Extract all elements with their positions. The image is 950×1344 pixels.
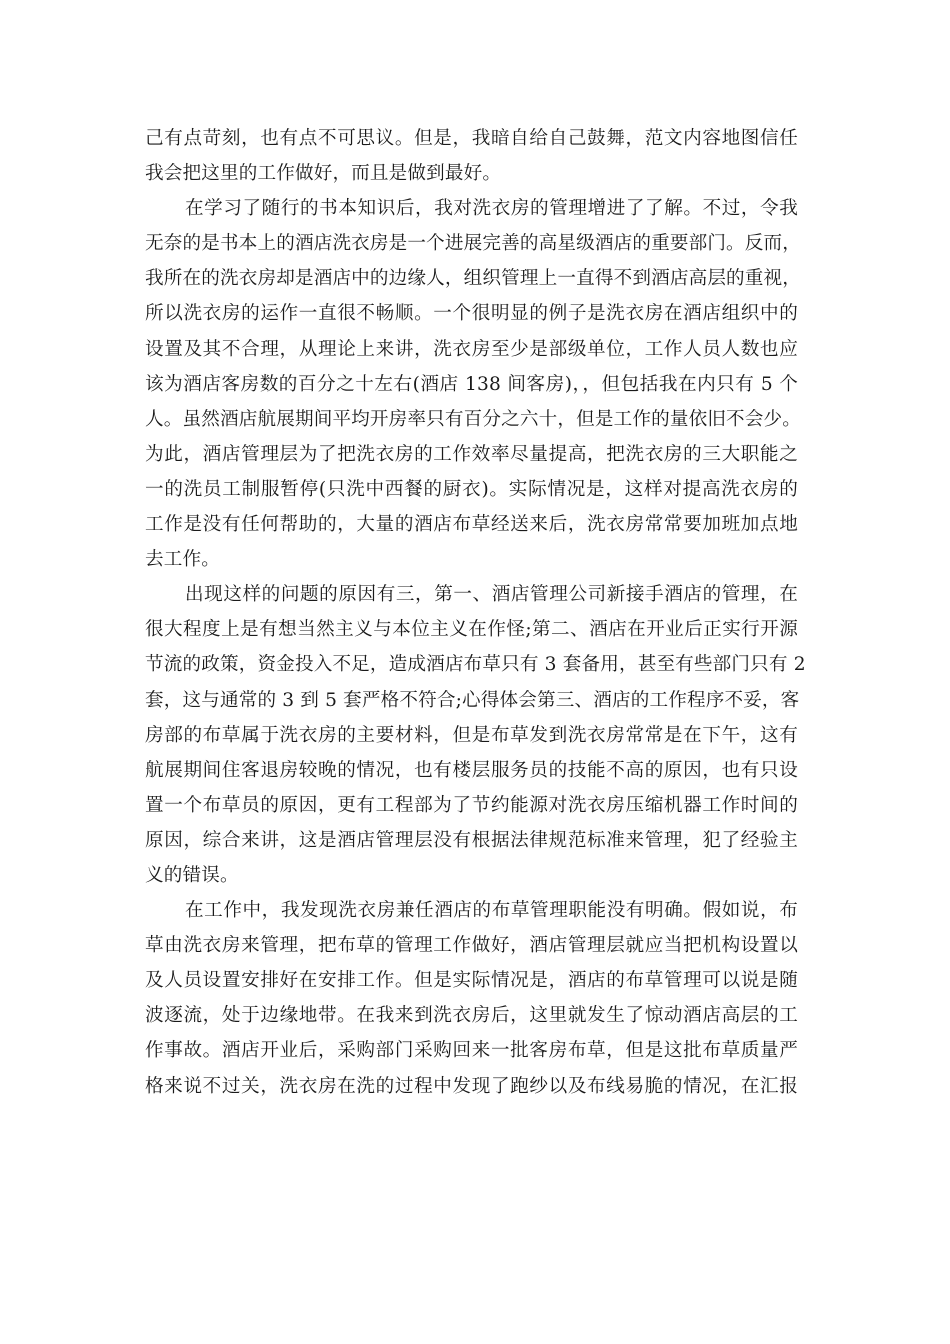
text-line: 工作是没有任何帮助的，大量的酒店布草经送来后，洗衣房常常要加班加点地 bbox=[145, 514, 798, 536]
text-line: 在学习了随行的书本知识后，我对洗衣房的管理增进了了解。不过，令我 bbox=[185, 198, 798, 220]
text-line: 我所在的洗衣房却是酒店中的边缘人，组织管理上一直得不到酒店高层的重视， bbox=[145, 268, 802, 290]
paragraph-4 bbox=[145, 893, 798, 1104]
text-line: 及人员设置安排好在安排工作。但是实际情况是，酒店的布草管理可以说是随 bbox=[145, 970, 798, 992]
text-line: 出现这样的问题的原因有三，第一、酒店管理公司新接手酒店的管理，在 bbox=[185, 584, 798, 606]
text-line: 该为酒店客房数的百分之十左右(酒店 138 间客房)，，但包括我在内只有 5 个 bbox=[145, 373, 798, 395]
text-line: 我会把这里的工作做好，而且是做到最好。 bbox=[145, 163, 502, 185]
paragraph-2 bbox=[145, 191, 802, 577]
text-line: 人。虽然酒店航展期间平均开房率只有百分之六十，但是工作的量依旧不会少。 bbox=[145, 408, 802, 430]
text-line: 在工作中，我发现洗衣房兼任酒店的布草管理职能没有明确。假如说，布 bbox=[185, 900, 798, 922]
text-line: 无奈的是书本上的酒店洗衣房是一个进展完善的高星级酒店的重要部门。反而， bbox=[145, 233, 802, 255]
text-line: 格来说不过关，洗衣房在洗的过程中发现了跑纱以及布线易脆的情况，在汇报 bbox=[145, 1075, 798, 1097]
paragraph-1 bbox=[145, 121, 798, 191]
text-line: 置一个布草员的原因，更有工程部为了节约能源对洗衣房压缩机器工作时间的 bbox=[145, 794, 798, 816]
text-line: 为此，酒店管理层为了把洗衣房的工作效率尽量提高，把洗衣房的三大职能之 bbox=[145, 443, 798, 465]
text-line: 设置及其不合理，从理论上来讲，洗衣房至少是部级单位，工作人员人数也应 bbox=[145, 338, 798, 360]
text-line: 去工作。 bbox=[145, 549, 220, 571]
text-line: 航展期间住客退房较晚的情况，也有楼层服务员的技能不高的原因，也有只设 bbox=[145, 759, 798, 781]
text-line: 草由洗衣房来管理，把布草的管理工作做好，酒店管理层就应当把机构设置以 bbox=[145, 935, 798, 957]
text-line: 义的错误。 bbox=[145, 864, 239, 886]
text-line: 套，这与通常的 3 到 5 套严格不符合;心得体会第三、酒店的工作程序不妥，客 bbox=[145, 689, 800, 711]
text-line: 房部的布草属于洗衣房的主要材料，但是布草发到洗衣房常常是在下午，这有 bbox=[145, 724, 798, 746]
text-line: 己有点苛刻，也有点不可思议。但是，我暗自给自己鼓舞，范文内容地图信任 bbox=[145, 128, 798, 149]
document-page bbox=[145, 121, 806, 1104]
text-line: 原因，综合来讲，这是酒店管理层没有根据法律规范标准来管理，犯了经验主 bbox=[145, 829, 798, 851]
paragraph-3 bbox=[145, 577, 806, 893]
text-line: 节流的政策，资金投入不足，造成酒店布草只有 3 套备用，甚至有些部门只有 2 bbox=[145, 654, 806, 676]
text-line: 很大程度上是有想当然主义与本位主义在作怪;第二、酒店在开业后正实行开源 bbox=[145, 619, 798, 641]
text-line: 所以洗衣房的运作一直很不畅顺。一个很明显的例子是洗衣房在酒店组织中的 bbox=[145, 303, 798, 325]
text-line: 波逐流，处于边缘地带。在我来到洗衣房后，这里就发生了惊动酒店高层的工 bbox=[145, 1005, 798, 1027]
text-line: 一的洗员工制服暂停(只洗中西餐的厨衣)。实际情况是，这样对提高洗衣房的 bbox=[145, 478, 798, 500]
text-line: 作事故。酒店开业后，采购部门采购回来一批客房布草，但是这批布草质量严 bbox=[145, 1040, 798, 1062]
